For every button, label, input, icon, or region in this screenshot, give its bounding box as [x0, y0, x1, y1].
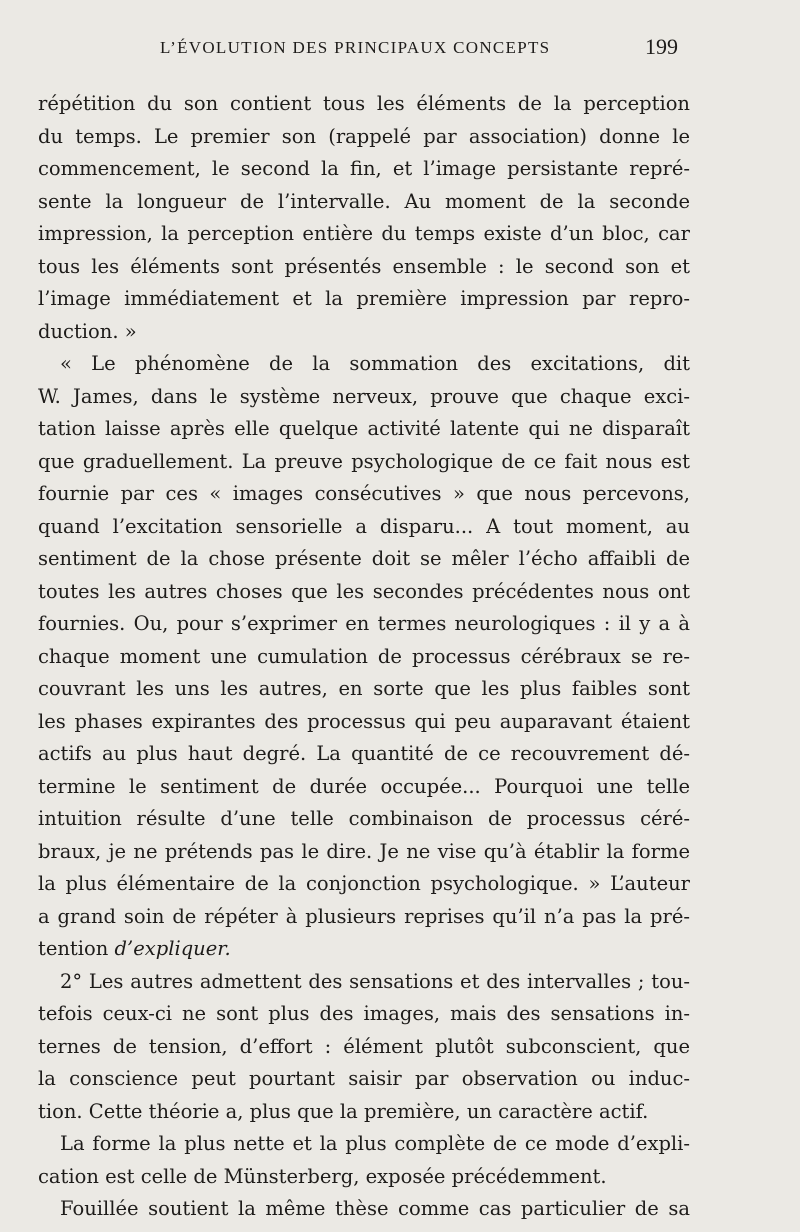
text-line: fournie par ces « images consécutives » que nous percevons,: [38, 482, 690, 505]
text-line: tion. Cette théorie a, plus que la première, un caractère actif.: [38, 1099, 649, 1123]
text-line: La forme la plus nette et la plus complète de ce mode d’expli-: [60, 1132, 690, 1155]
text-line: tous les éléments sont présentés ensemble : le second son et: [38, 254, 690, 278]
text-line: cation est celle de Münsterberg, exposée précédemment.: [38, 1164, 607, 1188]
text-line: termine le sentiment de durée occupée... Pourquoi une telle: [38, 774, 690, 798]
page-number: 199: [645, 34, 678, 59]
text-line: a grand soin de répéter à plusieurs reprises qu’il n’a pas la pré-: [38, 904, 690, 928]
line-text: tention: [38, 937, 109, 960]
text-line: la conscience peut pourtant saisir par observation ou induc-: [38, 1067, 690, 1090]
text-line: l’image immédiatement et la première impression par repro-: [38, 287, 690, 310]
text-line: intuition résulte d’une telle combinaison de processus céré-: [38, 807, 690, 830]
text-line: « Le phénomène de la sommation des excitations, dit: [60, 352, 690, 375]
text-line: duction. »: [38, 319, 137, 343]
text-line: sentiment de la chose présente doit se mêler l’écho affaibli de: [38, 547, 690, 570]
text-line: du temps. Le premier son (rappelé par association) donne le: [38, 124, 690, 148]
emphasis-text: d’expliquer.: [114, 937, 231, 960]
text-line: tefois ceux-ci ne sont plus des images, mais des sensations in-: [38, 1002, 690, 1025]
text-line: répétition du son contient tous les éléments de la perception: [38, 92, 690, 115]
text-line: W. James, dans le système nerveux, prouve que chaque exci-: [38, 384, 690, 408]
body-text: [38, 88, 690, 1226]
text-line: chaque moment une cumulation de processus cérébraux se re-: [38, 644, 690, 668]
text-line: 2° Les autres admettent des sensations et des intervalles ; tou-: [60, 969, 690, 993]
text-line: toutes les autres choses que les secondes précédentes nous ont: [38, 579, 690, 603]
text-line: commencement, le second la fin, et l’image persistante repré-: [38, 157, 690, 180]
text-line: actifs au plus haut degré. La quantité de ce recouvrement dé-: [38, 742, 690, 765]
text-line: les phases expirantes des processus qui peu auparavant étaient: [38, 709, 690, 733]
text-line: ternes de tension, d’effort : élément plutôt subconscient, que: [38, 1034, 690, 1058]
text-line: Fouillée soutient la même thèse comme cas particulier de sa: [60, 1197, 690, 1220]
text-line: couvrant les uns les autres, en sorte que les plus faibles sont: [38, 677, 690, 700]
page-header: [0, 34, 800, 64]
running-head: L’ÉVOLUTION DES PRINCIPAUX CONCEPTS: [160, 38, 551, 57]
text-line: impression, la perception entière du temps existe d’un bloc, car: [38, 222, 690, 245]
text-line: braux, je ne prétends pas le dire. Je ne vise qu’à établir la forme: [38, 839, 690, 863]
text-line: tation laisse après elle quelque activité latente qui ne disparaît: [38, 417, 690, 440]
text-line-with-emphasis: [38, 933, 690, 966]
text-line: que graduellement. La preuve psychologique de ce fait nous est: [38, 449, 690, 473]
text-line: la plus élémentaire de la conjonction psychologique. » L’auteur: [38, 872, 690, 895]
text-line: quand l’excitation sensorielle a disparu... A tout moment, au: [38, 514, 690, 538]
text-line: sente la longueur de l’intervalle. Au moment de la seconde: [38, 189, 690, 213]
text-line: fournies. Ou, pour s’exprimer en termes neurologiques : il y a à: [38, 612, 690, 635]
